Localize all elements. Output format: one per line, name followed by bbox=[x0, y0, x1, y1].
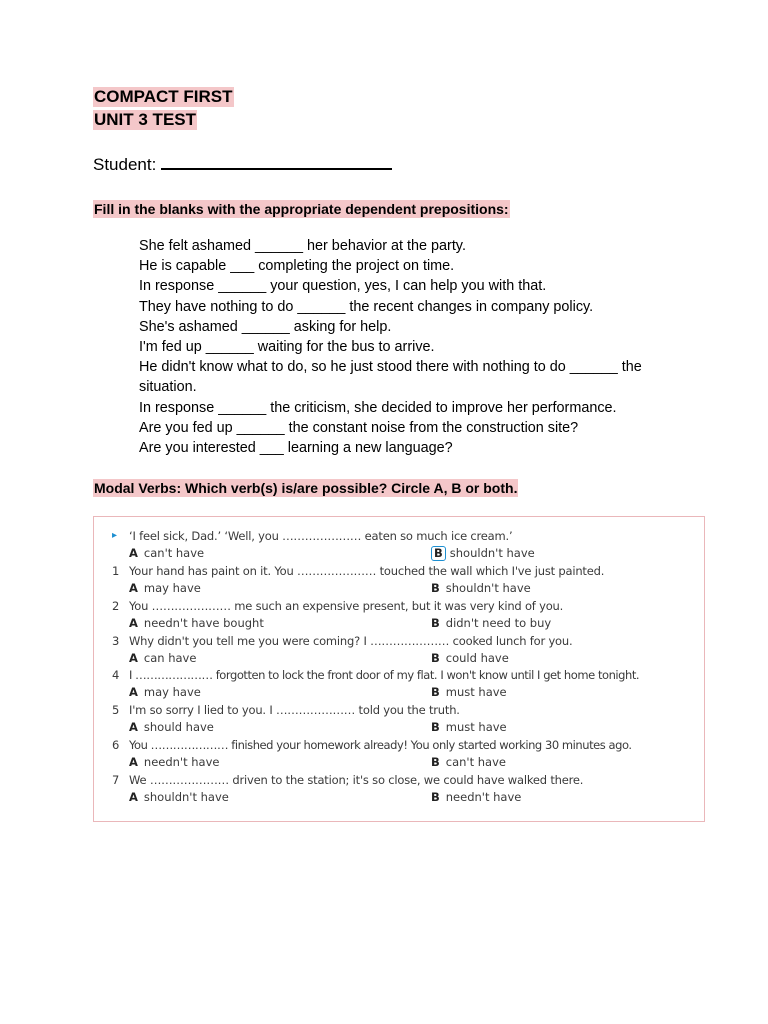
sentence-item: He didn't know what to do, so he just stood there with nothing to do ______ the bbox=[139, 359, 642, 376]
modal-verbs-exercise-box bbox=[93, 516, 705, 822]
option-a-text: can't have bbox=[143, 546, 205, 560]
sentence-item: He is capable ___ completing the project on time. bbox=[139, 258, 455, 275]
option-b-text: needn't have bbox=[445, 790, 522, 804]
option-a[interactable] bbox=[129, 650, 196, 666]
option-b-text: shouldn't have bbox=[449, 546, 535, 560]
option-letter-b: B bbox=[431, 685, 440, 699]
option-b-text: can't have bbox=[445, 755, 506, 769]
option-a[interactable] bbox=[129, 789, 229, 805]
question-number: 4 bbox=[112, 668, 120, 682]
option-b[interactable] bbox=[431, 650, 509, 666]
option-b-text: must have bbox=[445, 720, 507, 734]
question-number: 5 bbox=[112, 703, 120, 717]
option-b-text: could have bbox=[445, 651, 509, 665]
question-text: You ………………… finished your homework already! You only started working 30 minutes ago. bbox=[129, 738, 632, 752]
option-letter-a: A bbox=[129, 546, 138, 560]
question-text: I ………………… forgotten to lock the front door of my flat. I won't know until I get home tonight. bbox=[129, 668, 640, 682]
option-letter-a: A bbox=[129, 790, 138, 804]
option-a-text: may have bbox=[143, 685, 201, 699]
option-b[interactable] bbox=[431, 580, 531, 596]
option-b[interactable] bbox=[431, 719, 507, 735]
option-a-text: may have bbox=[143, 581, 201, 595]
sentence-item: In response ______ your question, yes, I can help you with that. bbox=[139, 278, 547, 295]
option-a[interactable] bbox=[129, 684, 201, 700]
option-letter-a: A bbox=[129, 616, 138, 630]
option-letter-b: B bbox=[431, 651, 440, 665]
question-number: 1 bbox=[112, 564, 120, 578]
question-text: Your hand has paint on it. You ………………… touched the wall which I've just painted. bbox=[129, 564, 605, 578]
sentence-item: They have nothing to do ______ the recent changes in company policy. bbox=[139, 298, 594, 315]
sentence-item: She felt ashamed ______ her behavior at the party. bbox=[139, 238, 466, 254]
student-field bbox=[93, 154, 392, 176]
option-a[interactable] bbox=[129, 754, 219, 770]
question-number: 6 bbox=[112, 738, 120, 752]
document-title: COMPACT FIRST bbox=[94, 87, 233, 106]
student-label: Student: bbox=[93, 155, 157, 174]
section-modal-verbs-heading: Modal Verbs: Which verb(s) is/are possible? Circle A, B or both. bbox=[94, 480, 518, 496]
question-number: 2 bbox=[112, 599, 120, 613]
option-letter-a: A bbox=[129, 651, 138, 665]
option-a[interactable] bbox=[129, 580, 201, 596]
sentence-item: Are you interested ___ learning a new language? bbox=[139, 440, 453, 457]
question-text: You ………………… me such an expensive present, but it was very kind of you. bbox=[129, 599, 564, 613]
sentence-item: situation. bbox=[139, 379, 197, 396]
option-a[interactable] bbox=[129, 719, 214, 735]
option-a[interactable] bbox=[129, 615, 264, 631]
sentence-item: She's ashamed ______ asking for help. bbox=[139, 318, 392, 335]
option-a-text: needn't have bbox=[143, 755, 220, 769]
sentence-item: Are you fed up ______ the constant noise from the construction site? bbox=[139, 419, 579, 436]
option-letter-a: A bbox=[129, 720, 138, 734]
option-letter-b: B bbox=[431, 581, 440, 595]
sentence-item: In response ______ the criticism, she decided to improve her performance. bbox=[139, 399, 617, 416]
option-b[interactable] bbox=[431, 545, 535, 561]
example-arrow-icon: ▸ bbox=[112, 530, 118, 541]
option-b[interactable] bbox=[431, 684, 507, 700]
prepositions-sentence-list bbox=[139, 236, 684, 458]
option-b[interactable] bbox=[431, 615, 551, 631]
option-b-text: didn't need to buy bbox=[445, 616, 552, 630]
option-a-text: should have bbox=[143, 720, 214, 734]
sentence-item: I'm fed up ______ waiting for the bus to arrive. bbox=[139, 339, 435, 356]
option-a-text: shouldn't have bbox=[143, 790, 229, 804]
question-text: We ………………… driven to the station; it's so close, we could have walked there. bbox=[129, 773, 584, 787]
option-letter-a: A bbox=[129, 685, 138, 699]
option-b-text: must have bbox=[445, 685, 507, 699]
question-text: I'm so sorry I lied to you. I ………………… told you the truth. bbox=[129, 703, 460, 717]
option-b[interactable] bbox=[431, 789, 521, 805]
option-b-text: shouldn't have bbox=[445, 581, 531, 595]
option-letter-b-circled: B bbox=[431, 546, 446, 561]
option-letter-b: B bbox=[431, 790, 440, 804]
option-letter-b: B bbox=[431, 720, 440, 734]
option-letter-b: B bbox=[431, 616, 440, 630]
document-subtitle: UNIT 3 TEST bbox=[94, 110, 197, 129]
option-letter-a: A bbox=[129, 581, 138, 595]
question-text: ‘I feel sick, Dad.’ ‘Well, you ………………… eaten so much ice cream.’ bbox=[129, 529, 513, 543]
section-prepositions-heading: Fill in the blanks with the appropriate dependent prepositions: bbox=[94, 201, 509, 217]
question-number: 3 bbox=[112, 634, 120, 648]
option-b[interactable] bbox=[431, 754, 506, 770]
question-number: 7 bbox=[112, 773, 120, 787]
option-letter-b: B bbox=[431, 755, 440, 769]
question-text: Why didn't you tell me you were coming? I ………………… cooked lunch for you. bbox=[129, 634, 573, 648]
option-a[interactable] bbox=[129, 545, 204, 561]
option-a-text: needn't have bought bbox=[143, 616, 264, 630]
option-letter-a: A bbox=[129, 755, 138, 769]
option-a-text: can have bbox=[143, 651, 197, 665]
student-name-blank[interactable] bbox=[161, 154, 392, 170]
